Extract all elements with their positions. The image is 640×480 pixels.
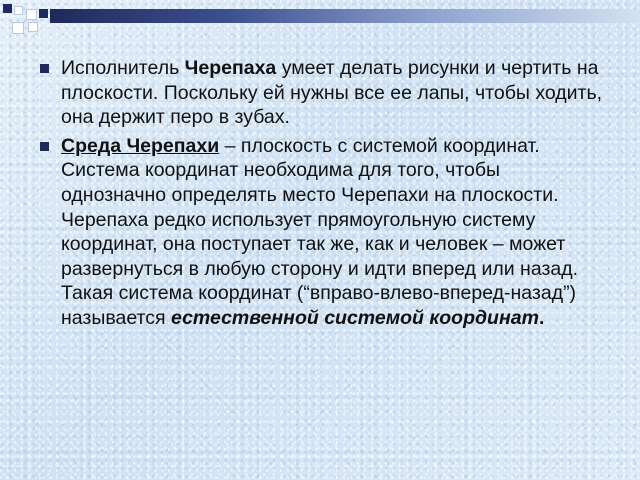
- decor-square: [14, 6, 23, 15]
- title-decoration: [0, 0, 640, 40]
- bullet-item: [40, 134, 606, 331]
- bullet-list: [40, 56, 606, 335]
- term-turtle-environment: Среда Черепахи: [61, 134, 220, 157]
- bullet-end: .: [538, 306, 545, 329]
- bullet-item: [40, 56, 606, 130]
- bullet-text: Исполнитель: [61, 57, 185, 79]
- decor-square: [3, 4, 12, 13]
- bullet-text: – плоскость с системой координат. Система координат необходима для того, чтобы однозначно определять место Черепахи на плоскости. Черепаха редко использует прямоугольную систему координат, она поступает так же, как и человек – может развернуться в любую сторону и идти вперед или назад. Такая система координат (“вправо-влево-вперед-назад”) называется: [61, 134, 579, 329]
- square-bullet-icon: [40, 64, 49, 73]
- decor-square: [28, 22, 38, 32]
- emphasis-natural-coordinates: естественной системой координат: [170, 306, 539, 329]
- bullet-text: умеет делать рисунки и чертить на плоскости. Поскольку ей нужны все ее лапы, чтобы ходить, она держит перо в зубах.: [61, 57, 603, 129]
- square-bullet-icon: [40, 142, 49, 151]
- title-gradient-bar: [50, 9, 640, 23]
- decor-square: [12, 22, 24, 34]
- decor-square: [26, 9, 37, 20]
- term-turtle: Черепаха: [184, 57, 277, 79]
- decor-square: [39, 9, 48, 18]
